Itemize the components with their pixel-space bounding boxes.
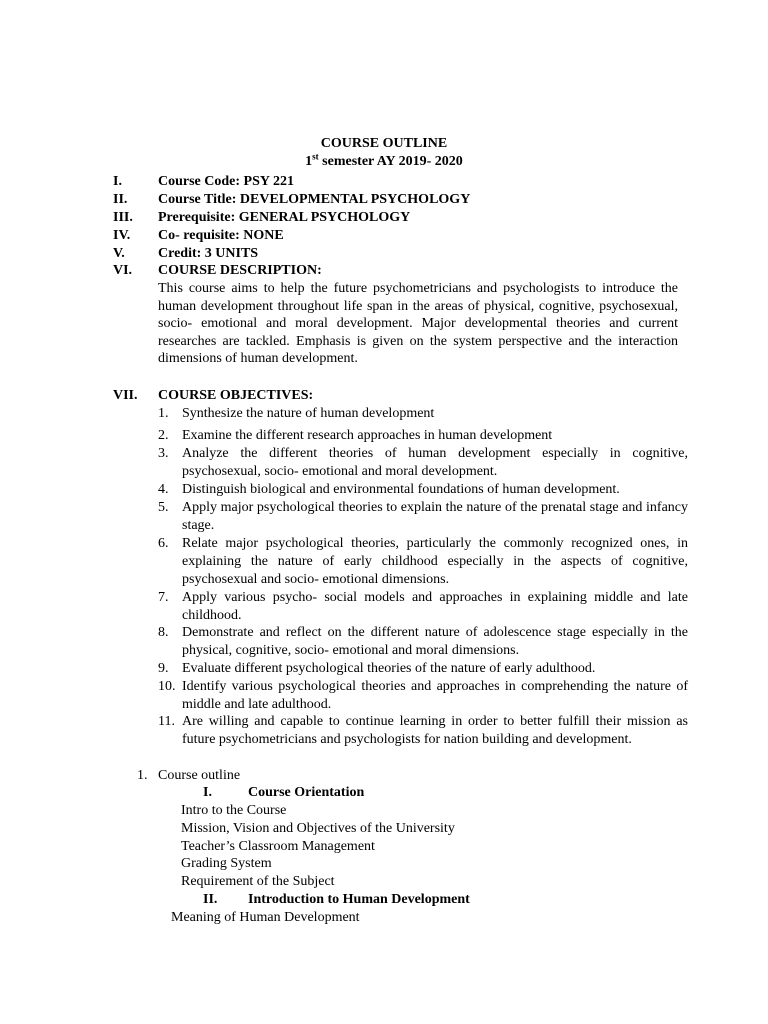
objective-text: Demonstrate and reflect on the different nature of adolescence stage especially in the physical, cognitive, socio- emotional and moral dimensions. (182, 625, 688, 658)
course-description-text: This course aims to help the future psychometricians and psychologists to introduce the human development throughout life span in the areas of physical, cognitive, psychosexual, socio- emotional and moral development. Major developmental theories and current researches are tackled. Emphasis is given on the system perspective and the interaction dimensions of human development. (158, 281, 678, 367)
objective-number: 8. (158, 625, 169, 640)
course-description-heading: COURSE DESCRIPTION: (158, 263, 322, 278)
section-2-num: II. (203, 892, 218, 907)
outline-item: Teacher’s Classroom Management (181, 839, 375, 854)
objective-number: 11. (158, 714, 175, 729)
section-1-num: I. (203, 785, 212, 800)
objective-item (158, 589, 688, 625)
objective-item (158, 499, 688, 535)
objective-item (158, 624, 688, 660)
info-num-2: II. (113, 192, 128, 207)
objective-text: Evaluate different psychological theories of the nature of early adulthood. (182, 661, 596, 676)
objective-number: 9. (158, 661, 169, 676)
outline-item: Intro to the Course (181, 803, 287, 818)
objective-item (158, 660, 688, 678)
objective-number: 3. (158, 446, 169, 461)
objective-text: Apply major psychological theories to explain the nature of the prenatal stage and infancy stage. (182, 500, 688, 533)
outline-number: 1. (137, 768, 148, 783)
outline-item: Requirement of the Subject (181, 874, 335, 889)
outline-item: Meaning of Human Development (171, 910, 360, 925)
objective-text: Distinguish biological and environmental foundations of human development. (182, 482, 620, 497)
objective-number: 4. (158, 482, 169, 497)
semester-number: 1 (305, 154, 313, 169)
objective-number: 7. (158, 590, 169, 605)
section-2-title: Introduction to Human Development (248, 892, 470, 907)
co-requisite: Co- requisite: NONE (158, 228, 284, 243)
course-title: Course Title: DEVELOPMENTAL PSYCHOLOGY (158, 192, 471, 207)
objective-item (158, 678, 688, 714)
info-num-6: VI. (113, 263, 133, 278)
objectives-num: VII. (113, 388, 138, 403)
section-1-title: Course Orientation (248, 785, 365, 800)
objective-number: 6. (158, 536, 169, 551)
objective-text: Relate major psychological theories, particularly the commonly recognized ones, in explaining the nature of early childhood especially in the aspects of cognitive, psychosexual and socio- emotional dimensions. (182, 536, 688, 587)
credit: Credit: 3 UNITS (158, 246, 259, 261)
objective-number: 2. (158, 428, 169, 443)
objective-text: Apply various psycho- social models and approaches in explaining middle and late childhood. (182, 590, 688, 623)
info-num-3: III. (113, 210, 133, 225)
objective-text: Identify various psychological theories and approaches in comprehending the nature of middle and late adulthood. (182, 679, 688, 712)
course-code: Course Code: PSY 221 (158, 174, 294, 189)
objective-item (158, 445, 688, 481)
objective-item (158, 427, 688, 445)
objective-number: 1. (158, 406, 169, 421)
outline-item: Grading System (181, 856, 272, 871)
info-num-1: I. (113, 174, 122, 189)
objective-text: Are willing and capable to continue learning in order to better fulfill their mission as future psychometricians and psychologists for nation building and development. (182, 714, 688, 747)
objective-text: Synthesize the nature of human development (182, 406, 435, 421)
objective-text: Analyze the different theories of human development especially in cognitive, psychosexual, socio- emotional and moral development. (182, 446, 688, 479)
document-title: COURSE OUTLINE (320, 136, 448, 151)
semester-text: semester AY 2019- 2020 (318, 154, 463, 169)
objective-number: 5. (158, 500, 169, 515)
semester-line (0, 153, 768, 171)
objective-item (158, 481, 688, 499)
objectives-heading: COURSE OBJECTIVES: (158, 388, 314, 403)
objective-text: Examine the different research approaches in human development (182, 428, 553, 443)
info-num-5: V. (113, 246, 125, 261)
outline-item: Mission, Vision and Objectives of the University (181, 821, 455, 836)
objective-number: 10. (158, 679, 176, 694)
outline-label: Course outline (158, 768, 241, 783)
semester-superscript: st (312, 151, 319, 162)
info-num-4: IV. (113, 228, 131, 243)
objective-item (158, 535, 688, 588)
objective-item (158, 405, 688, 423)
prerequisite: Prerequisite: GENERAL PSYCHOLOGY (158, 210, 411, 225)
objective-item (158, 713, 688, 749)
